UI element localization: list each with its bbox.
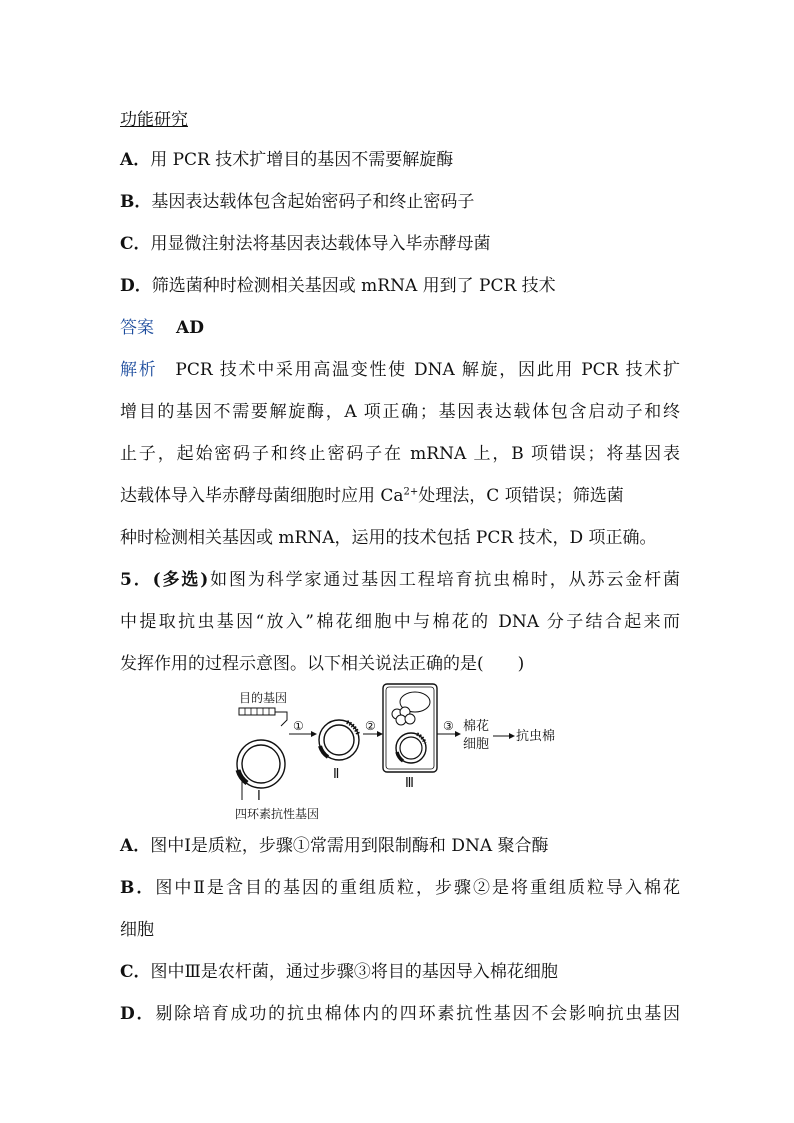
- option-text: 图中Ⅱ是含目的基因的重组质粒，步骤②是将重组质粒导入棉花: [155, 878, 680, 898]
- label-III: Ⅲ: [405, 776, 414, 791]
- analysis-text-tail: 处理法，C 项错误；筛选菌: [418, 486, 624, 506]
- q4-analysis-line-5: [120, 526, 680, 550]
- stem-text: 发挥作用的过程示意图。以下相关说法正确的是( ): [120, 654, 525, 674]
- label-I: Ⅰ: [257, 789, 261, 804]
- q5-stem-line-1: [120, 568, 680, 592]
- result-arrowhead: [509, 733, 515, 739]
- cotton-cell-label-line2: 细胞: [463, 737, 490, 752]
- target-gene-segment: [239, 708, 275, 715]
- option-letter: A．: [120, 836, 151, 856]
- option-letter: B．: [120, 878, 156, 898]
- section-heading-text: 功能研究: [120, 110, 188, 130]
- option-text: 用 PCR 技术扩增目的基因不需要解旋酶: [150, 150, 454, 170]
- gene-engineering-diagram: [225, 682, 585, 822]
- analysis-text: 种时检测相关基因或 mRNA，运用的技术包括 PCR 技术，D 项正确。: [120, 528, 657, 548]
- step3-label: ③: [443, 719, 454, 733]
- q4-analysis-line-1: [120, 358, 680, 382]
- plasmid-II: [319, 720, 359, 760]
- option-text: 基因表达载体包含起始密码子和终止密码子: [151, 192, 475, 212]
- option-text: 剔除培育成功的抗虫棉体内的四环素抗性基因不会影响抗虫基因: [155, 1004, 681, 1024]
- option-letter: D．: [120, 276, 152, 296]
- q5-option-b: [120, 876, 680, 900]
- analysis-text: 达载体导入毕赤酵母菌细胞时应用 Ca: [120, 486, 404, 506]
- ca-superscript: 2+: [403, 486, 419, 498]
- answer-label: 答案: [120, 318, 154, 338]
- q4-option-b: [120, 190, 680, 214]
- option-text: 图中Ⅰ是质粒，步骤①常需用到限制酶和 DNA 聚合酶: [150, 836, 549, 856]
- q5-stem-line-3: [120, 652, 680, 676]
- answer-value: AD: [176, 318, 204, 338]
- step2-label: ②: [365, 719, 376, 733]
- q4-answer: [120, 316, 680, 340]
- option-letter: C．: [120, 962, 151, 982]
- q4-option-a: [120, 148, 680, 172]
- gene-label: 目的基因: [239, 691, 288, 705]
- q5-option-d: [120, 1002, 680, 1026]
- result-label: 抗虫棉: [516, 729, 556, 744]
- step3-arrowhead: [455, 731, 461, 737]
- analysis-text: 增目的基因不需要解旋酶，A 项正确；基因表达载体包含启动子和终: [120, 402, 680, 422]
- gene-arrow: [275, 712, 287, 726]
- option-text: 用显微注射法将基因表达载体导入毕赤酵母菌: [150, 234, 491, 254]
- stem-text: 中提取抗虫基因“放入”棉花细胞中与棉花的 DNA 分子结合起来而: [120, 612, 680, 632]
- q4-option-c: [120, 232, 680, 256]
- option-letter: A．: [120, 150, 151, 170]
- analysis-label: 解析: [120, 360, 158, 380]
- section-heading: [120, 108, 680, 132]
- q5-option-c: [120, 960, 680, 984]
- step1-label: ①: [293, 719, 304, 733]
- step1-arrowhead: [311, 731, 317, 737]
- q4-option-d: [120, 274, 680, 298]
- analysis-text: PCR 技术中采用高温变性使 DNA 解旋，因此用 PCR 技术扩: [175, 360, 680, 380]
- q4-analysis-line-2: [120, 400, 680, 424]
- option-letter: D．: [120, 1004, 156, 1024]
- option-letter: C．: [120, 234, 151, 254]
- question-tag: (多选): [152, 570, 209, 590]
- q4-analysis-line-3: [120, 442, 680, 466]
- agrobacterium-III: [383, 684, 437, 772]
- plasmid-I: [237, 740, 285, 788]
- stem-text: 如图为科学家通过基因工程培育抗虫棉时，从苏云金杆菌: [208, 570, 680, 590]
- q5-option-b-continuation: [120, 918, 680, 942]
- q5-option-a: [120, 834, 680, 858]
- option-text: 细胞: [120, 920, 154, 940]
- option-text: 图中Ⅲ是农杆菌，通过步骤③将目的基因导入棉花细胞: [150, 962, 558, 982]
- option-text: 筛选菌种时检测相关基因或 mRNA 用到了 PCR 技术: [151, 276, 556, 296]
- tet-label: 四环素抗性基因: [235, 807, 320, 821]
- cotton-cell-label-line1: 棉花: [463, 719, 490, 734]
- q5-stem-line-2: [120, 610, 680, 634]
- q4-analysis-line-4: [120, 484, 680, 508]
- question-number: 5．: [120, 570, 153, 590]
- label-II: Ⅱ: [333, 767, 340, 782]
- step2-arrowhead: [377, 731, 383, 737]
- option-letter: B．: [120, 192, 152, 212]
- analysis-text: 止子，起始密码子和终止密码子在 mRNA 上，B 项错误；将基因表: [120, 444, 680, 464]
